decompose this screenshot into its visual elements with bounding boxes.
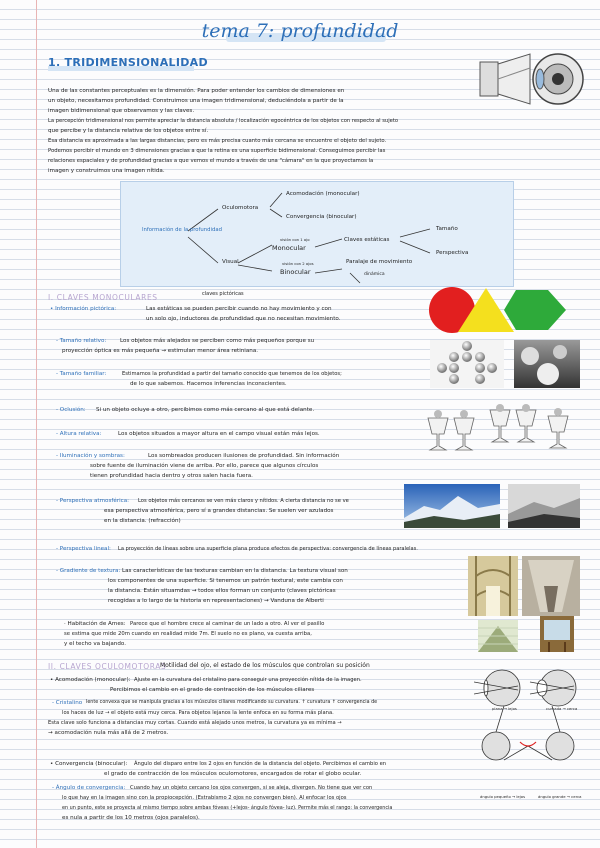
item-label: • Información pictórica: [50,306,117,312]
oc-item-line: es nula a partir de los 10 metros (ojos paralelos). [62,815,200,821]
item-line: proyección óptica es más pequeña → estimulan menor área retiniana. [62,348,259,354]
item-line: La proyección de líneas sobre una superficie plana produce efectos de perspectiva: convergencia de líneas paralelas. [118,546,418,552]
oc-item-line: lente convexa que se manipula gracias a los músculos ciliares modificando su curvatura. ↑ curvatura ↑ convergencia de [86,700,378,705]
item-line: un solo ojo, inductores de profundidad que no necesitan movimiento. [146,316,341,322]
s1-line: Esa distancia es aproximada a las largas distancias, pero es más precisa cuanto más cercana se encuentre el objeto del sujeto. [48,138,387,144]
glasses-height-image [424,404,580,452]
diagram-perspectiva: Perspectiva [436,250,469,256]
margin-line [36,0,37,848]
item-label: - Altura relativa: [56,431,102,437]
s1-line: La percepción tridimensional nos permite apreciar la distancia absoluta / localización egocéntrica de los objetos con respecto al sujeto [48,118,399,124]
monoculares-heading: I. CLAVES MONOCULARES [48,293,158,302]
s1-line: que percibe y la distancia relativa de los objetos entre sí. [48,128,209,134]
ames-line: Parece que el hombre crece al caminar de un lado a otro. Al ver el pasillo [130,621,325,627]
diagram-dinamica: dinámica [364,272,385,277]
diagram-visual: Visual [222,259,239,265]
oc-item-line: Ángulo del disparo entre los 2 ojos en función de la distancia del objeto. Percibimos el cambio en [134,761,387,767]
item-line: de lo que sabemos. Hacemos inferencias inconscientes. [130,381,287,387]
diagram-acomodacion: Acomodación (monocular) [286,191,360,197]
diagram-paralaje: Paralaje de movimiento [346,259,413,265]
camera-eye-illustration [478,48,588,110]
oculomotoras-heading: II. CLAVES OCULOMOTORAS [48,662,167,671]
diagram-claves-estaticas: Claves estáticas [344,237,390,243]
diagram-binocular: Binocular [280,268,311,276]
oc-item-line: los haces de luz → el objeto está muy cerca. Para objetos lejanos la lente enfoca en su forma más plana. [62,710,334,716]
ames-line: se estima que mide 20m cuando en realidad mide 7m. El suelo no es plano, va cuesta arriba, [64,631,312,637]
texture-gradient-image [468,556,580,652]
diagram-monocular-note: visión con 1 ojo [280,237,310,242]
s1-line: imagen bidimensional que observamos y las claves. [48,108,195,114]
item-label: - Perspectiva atmosférica: [56,498,130,504]
item-line: los componentes de una superficie. Si tenemos un patrón textural, este cambia con [108,578,343,584]
fig-label-ang-peq: ángulo pequeño → lejos [480,794,526,799]
oc-item-line: Ajuste en la curvatura del cristalino para conseguir una proyección nítida de la imagen. [134,677,362,683]
ames-line: y el techo va bajando. [64,641,126,647]
oculomotoras-intro: Motilidad del ojo, el estado de los músculos que controlan su posición [160,662,370,669]
item-line: Los objetos situados a mayor altura en el campo visual están más lejos. [118,431,320,437]
s1-line: un objeto, necesitamos profundidad. Construimos una imagen tridimensional, deduciéndola a partir de la [48,98,344,104]
occlusion-shapes-image [428,286,576,334]
section1-heading: 1. TRIDIMENSIONALIDAD [48,56,208,69]
oc-item-line: → acomodación nula más allá de 2 metros. [48,730,169,736]
oc-item-line: Esta clave solo funciona a distancias muy cortas. Cuando está alejado unos metros, la curvatura ya es mínima → [48,720,342,726]
claves-pictoricas-note: claves pictóricas [202,291,244,297]
diagram-root: Información de la profundidad [142,227,222,233]
oc-item-line: en un punto, este se proyecta al mismo tiempo sobre ambas fóveas (+lejos- ángulo fóvea- luz). Permite más el rango: la convergencia [62,805,393,811]
item-line: Estimamos la profundidad a partir del tamaño conocido que tenemos de los objetos; [122,371,342,377]
item-line: Las estáticas se pueden percibir cuando no hay movimiento y con [146,306,332,312]
s1-line: Podemos percibir el mundo en 3 dimensiones gracias a que la retina es una superficie bidimensional. Conseguimos percibir las [48,148,386,154]
oc-item-label: • Acomodación (monocular): [50,677,131,683]
atmospheric-perspective-image [404,484,580,528]
fig-label-lejos: plana → lejos [492,706,517,711]
item-line: recogidas a lo largo de la historia en representaciones) → Vanduna de Alberti [108,598,324,604]
oc-item-label: - Ángulo de convergencia: [52,785,126,791]
diagram-oculomotora: Oculomotora [222,205,259,211]
item-label: - Tamaño familiar: [56,371,107,377]
diagram-binocular-note: visión con 2 ojos [282,261,314,266]
item-label: - Oclusión: [56,407,86,413]
item-line: esa perspectiva atmosférica, pero sí a grandes distancias. Se suelen ver azulados [104,508,334,514]
item-line: Los objetos más cercanos se ven más claros y nítidos. A cierta distancia no se ve [138,498,349,504]
item-line: Si un objeto ocluye a otro, percibimos como más cercano al que está delante. [96,407,315,413]
fig-label-cerca: curvada → cerca [546,706,578,711]
oc-item-label: • Convergencia (binocular): [50,761,128,767]
eye-diagrams-image [474,666,586,784]
diagram-convergencia: Convergencia (binocular) [286,214,357,220]
item-label: - Tamaño relativo: [56,338,107,344]
diagram-tamano: Tamaño [436,226,458,232]
oc-item-label: - Cristalino [52,700,83,706]
item-label: - Iluminación y sombras: [56,453,125,459]
page-title: tema 7: profundidad [201,20,399,42]
oc-item-line: el grado de contracción de los músculos oculomotores, encargados de rotar el globo ocular. [104,771,362,777]
item-line: Los objetos más alejados se perciben como más pequeños porque su [120,338,315,344]
item-line: la distancia. Están situamdas → todos ellos forman un conjunto (claves pictóricas [108,588,336,594]
s1-line: relaciones espaciales y de profundidad gracias a que vemos el mundo a través de una "cámara" en la que proyectamos la [48,158,374,164]
s1-line: imagen y construimos una imagen nítida. [48,168,165,174]
fig-label-ang-gra: ángulo grande → cerca [538,794,582,799]
item-label: - Perspectiva lineal: [56,546,111,552]
item-line: Las características de las texturas cambian en la distancia. La textura visual son [122,568,348,574]
ames-label: · Habitación de Ames: [64,621,126,627]
item-line: Los sombreados producen ilusiones de profundidad. Sin información [148,453,340,459]
s1-line: Una de las constantes perceptuales es la dimensión. Para poder entender los cambios de dimensiones en [48,88,345,94]
item-line: sobre fuente de iluminación viene de arriba. Por ello, parece que algunos círculos [90,463,319,469]
shading-circles-image [430,340,580,388]
oc-item-line: Percibimos el cambio en el grado de contracción de los músculos ciliares [110,687,315,693]
item-label: - Gradiente de textura: [56,568,121,574]
oc-item-line: lo que hay en la imagen sino con la propiocepción. (Estrabismo 2 ojos no convergen bien). Al enfocar los ojos [62,795,347,801]
diagram-monocular: Monocular [272,244,306,252]
item-line: en la distancia. (refracción) [104,518,181,524]
item-line: tienen profundidad hacia dentro y otros salen hacia fuera. [90,473,253,479]
oc-item-line: Cuando hay un objeto cercano los ojos convergen, si se aleja, divergen. No tiene que ver con [130,785,373,791]
